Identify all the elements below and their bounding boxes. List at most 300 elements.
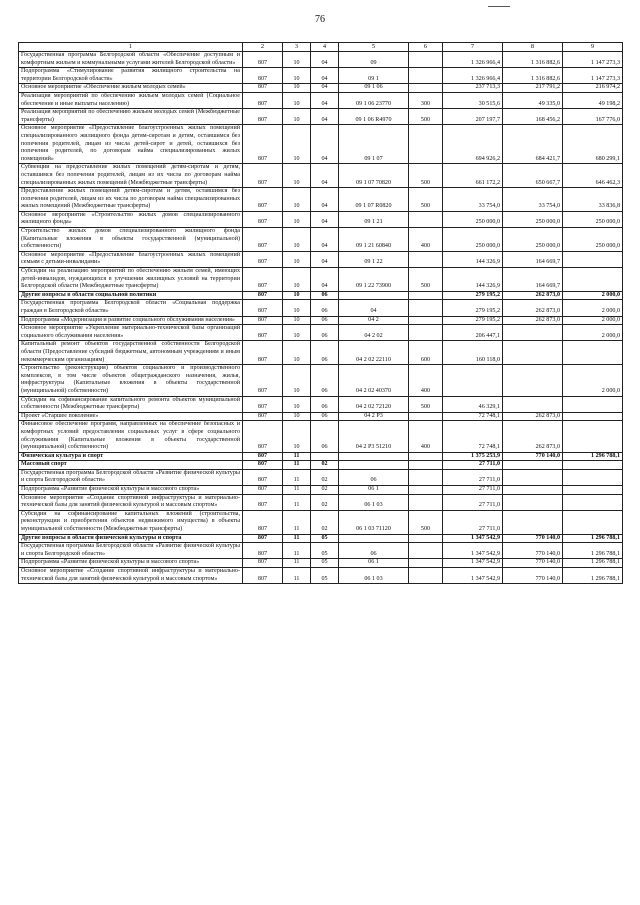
table-row: [19, 291, 623, 300]
row-amount-year3: 2 000,0: [563, 365, 623, 396]
row-expense-type: [409, 251, 443, 267]
row-amount-year1: 694 926,2: [443, 125, 503, 164]
row-ministry-code: 807: [243, 228, 283, 252]
row-section-code: 11: [283, 534, 311, 543]
row-subsection-code: [311, 452, 339, 461]
row-amount-year2: 49 335,0: [503, 92, 563, 108]
row-amount-year3: 1 296 788,1: [563, 534, 623, 543]
row-ministry-code: 807: [243, 510, 283, 534]
row-expense-type: [409, 316, 443, 325]
row-expense-type: [409, 534, 443, 543]
row-name-cell: Строительство (реконструкция) объектов социального и производственного комплексов, в том числе объектов общегражданского назначения, жилья, инфраструктуры (Капитальные вложения в объекты государственной (муниципальной) собственности): [19, 365, 243, 396]
row-amount-year1: 27 711,0: [443, 486, 503, 495]
column-header: 6: [409, 43, 443, 52]
row-ministry-code: 807: [243, 543, 283, 559]
row-amount-year1: 1 347 542,9: [443, 559, 503, 568]
row-amount-year3: 1 296 788,1: [563, 543, 623, 559]
row-expense-type: [409, 486, 443, 495]
row-target-article: 04 2 02: [339, 325, 409, 341]
row-subsection-code: 06: [311, 396, 339, 412]
row-name-cell: Проект «Старшее поколение»: [19, 412, 243, 421]
row-expense-type: [409, 325, 443, 341]
row-amount-year3: [563, 461, 623, 470]
row-amount-year3: [563, 494, 623, 510]
row-section-code: 10: [283, 68, 311, 84]
row-section-code: 11: [283, 494, 311, 510]
row-target-article: 09 1 06 R4970: [339, 109, 409, 125]
row-subsection-code: 04: [311, 164, 339, 188]
row-name-cell: Массовый спорт: [19, 461, 243, 470]
row-name-cell: Субсидии на софинансирование капитальных вложений (строительства, реконструкции и приобретения объектов недвижимого имущества) в объекты муниципальной собственности (Межбюджетные трансферты): [19, 510, 243, 534]
row-name-cell: Государственная программа Белгородской области «Развитие физической культуры и спорта Белгородской области»: [19, 469, 243, 485]
row-subsection-code: 06: [311, 291, 339, 300]
column-header: 1: [19, 43, 243, 52]
row-target-article: 04 2 P3: [339, 412, 409, 421]
row-ministry-code: 807: [243, 365, 283, 396]
table-row: [19, 534, 623, 543]
row-amount-year2: [503, 325, 563, 341]
row-target-article: 09 1 22: [339, 251, 409, 267]
row-subsection-code: 04: [311, 92, 339, 108]
row-amount-year2: [503, 469, 563, 485]
row-section-code: 10: [283, 412, 311, 421]
row-subsection-code: 06: [311, 300, 339, 316]
row-section-code: 11: [283, 559, 311, 568]
row-subsection-code: 06: [311, 365, 339, 396]
row-expense-type: 400: [409, 421, 443, 452]
row-section-code: 10: [283, 188, 311, 212]
table-row: [19, 268, 623, 292]
row-amount-year2: 217 791,2: [503, 84, 563, 93]
row-amount-year2: 164 669,7: [503, 268, 563, 292]
row-ministry-code: 807: [243, 421, 283, 452]
row-amount-year1: 30 515,6: [443, 92, 503, 108]
row-amount-year2: 684 421,7: [503, 125, 563, 164]
row-subsection-code: 04: [311, 109, 339, 125]
row-expense-type: [409, 68, 443, 84]
row-amount-year1: 1 347 542,9: [443, 534, 503, 543]
row-subsection-code: 04: [311, 228, 339, 252]
row-section-code: 10: [283, 421, 311, 452]
row-section-code: 10: [283, 125, 311, 164]
row-section-code: 10: [283, 365, 311, 396]
table-row: [19, 316, 623, 325]
row-target-article: [339, 534, 409, 543]
row-target-article: 06: [339, 469, 409, 485]
row-subsection-code: 04: [311, 251, 339, 267]
row-target-article: 04 2: [339, 316, 409, 325]
row-amount-year2: [503, 396, 563, 412]
column-header: 8: [503, 43, 563, 52]
row-amount-year1: [443, 365, 503, 396]
row-expense-type: [409, 494, 443, 510]
row-amount-year1: 250 000,0: [443, 228, 503, 252]
row-ministry-code: 807: [243, 164, 283, 188]
row-section-code: 11: [283, 486, 311, 495]
row-amount-year3: [563, 421, 623, 452]
row-ministry-code: 807: [243, 494, 283, 510]
row-name-cell: Государственная программа Белгородской области «Обеспечение доступным и комфортным жильем и коммунальными услугами жителей Белгородской области»: [19, 52, 243, 68]
table-row: [19, 412, 623, 421]
row-amount-year3: 33 836,8: [563, 188, 623, 212]
row-section-code: 10: [283, 211, 311, 227]
table-row: [19, 109, 623, 125]
row-section-code: 10: [283, 300, 311, 316]
row-section-code: 11: [283, 469, 311, 485]
row-amount-year3: [563, 341, 623, 365]
row-amount-year1: 27 711,0: [443, 469, 503, 485]
row-amount-year2: 770 140,0: [503, 559, 563, 568]
row-expense-type: 500: [409, 396, 443, 412]
row-expense-type: 500: [409, 164, 443, 188]
row-section-code: 11: [283, 543, 311, 559]
row-amount-year2: 168 456,2: [503, 109, 563, 125]
row-amount-year2: 262 873,0: [503, 421, 563, 452]
row-amount-year2: [503, 341, 563, 365]
row-target-article: 06 1 03: [339, 568, 409, 584]
row-amount-year2: 164 669,7: [503, 251, 563, 267]
row-expense-type: 500: [409, 109, 443, 125]
row-amount-year3: [563, 396, 623, 412]
row-amount-year1: 207 197,7: [443, 109, 503, 125]
row-name-cell: Основное мероприятие «Обеспечение жильем молодых семей»: [19, 84, 243, 93]
row-subsection-code: 05: [311, 543, 339, 559]
row-name-cell: Подпрограмма «Развитие физической культуры и массового спорта»: [19, 559, 243, 568]
row-subsection-code: 06: [311, 325, 339, 341]
table-row: [19, 486, 623, 495]
row-section-code: 10: [283, 291, 311, 300]
row-name-cell: Капитальный ремонт объектов государственной собственности Белгородской области (Предоставление субсидий бюджетным, автономным учреждениям и иным некоммерческим организациям): [19, 341, 243, 365]
row-subsection-code: 05: [311, 534, 339, 543]
table-row: [19, 325, 623, 341]
table-row: [19, 68, 623, 84]
row-amount-year2: 33 754,0: [503, 188, 563, 212]
row-name-cell: Финансовое обеспечение программ, направленных на обеспечение безопасных и комфортных условий предоставления социальных услуг в сфере социального обслуживания (Капитальные вложения в объекты государственной (муниципальной) собственности): [19, 421, 243, 452]
row-section-code: 10: [283, 316, 311, 325]
row-amount-year1: 279 195,2: [443, 291, 503, 300]
row-name-cell: Основное мероприятие «Создание спортивной инфраструктуры и материально-технической базы для занятий физической культурой и массовым спортом»: [19, 494, 243, 510]
row-section-code: 10: [283, 92, 311, 108]
row-expense-type: [409, 469, 443, 485]
row-expense-type: [409, 291, 443, 300]
row-ministry-code: 807: [243, 341, 283, 365]
row-name-cell: Государственная программа Белгородской области «Развитие физической культуры и спорта Белгородской области»: [19, 543, 243, 559]
row-section-code: 11: [283, 461, 311, 470]
row-expense-type: [409, 211, 443, 227]
row-expense-type: 300: [409, 92, 443, 108]
table-row: [19, 421, 623, 452]
row-ministry-code: 807: [243, 568, 283, 584]
row-ministry-code: 807: [243, 125, 283, 164]
row-amount-year2: 1 316 882,6: [503, 52, 563, 68]
row-subsection-code: 06: [311, 341, 339, 365]
row-name-cell: Реализация мероприятий по обеспечению жильем молодых семей (Межбюджетные трансферты): [19, 109, 243, 125]
row-target-article: 06 1 03: [339, 494, 409, 510]
row-expense-type: [409, 568, 443, 584]
row-expense-type: [409, 543, 443, 559]
row-amount-year3: 1 147 273,3: [563, 68, 623, 84]
row-expense-type: 400: [409, 228, 443, 252]
row-ministry-code: 807: [243, 251, 283, 267]
table-row: [19, 341, 623, 365]
row-amount-year3: 1 296 788,1: [563, 559, 623, 568]
row-target-article: 04 2 02 72120: [339, 396, 409, 412]
page-number: 76: [315, 14, 325, 25]
row-amount-year3: [563, 268, 623, 292]
row-amount-year3: 1 296 788,1: [563, 568, 623, 584]
row-target-article: 06: [339, 543, 409, 559]
row-amount-year1: 279 195,2: [443, 316, 503, 325]
table-row: [19, 559, 623, 568]
row-name-cell: Основное мероприятие «Предоставление благоустроенных жилых помещений семьям с детьми-инвалидами»: [19, 251, 243, 267]
row-target-article: 09 1 06 23770: [339, 92, 409, 108]
row-amount-year3: 1 147 273,3: [563, 52, 623, 68]
row-subsection-code: 02: [311, 494, 339, 510]
row-amount-year1: 33 754,0: [443, 188, 503, 212]
table-row: [19, 568, 623, 584]
top-dash-mark: [488, 6, 510, 7]
row-expense-type: 600: [409, 341, 443, 365]
row-amount-year2: [503, 365, 563, 396]
table-row: [19, 461, 623, 470]
table-body: [19, 52, 623, 584]
table-row: [19, 84, 623, 93]
table-row: [19, 365, 623, 396]
row-subsection-code: 04: [311, 84, 339, 93]
row-ministry-code: 807: [243, 559, 283, 568]
row-name-cell: Государственная программа Белгородской области «Социальная поддержка граждан в Белгородской области»: [19, 300, 243, 316]
row-name-cell: Основное мероприятие «Создание спортивной инфраструктуры и материально-технической базы для занятий физической культурой и массовым спортом»: [19, 568, 243, 584]
row-amount-year3: [563, 251, 623, 267]
row-amount-year2: 770 140,0: [503, 543, 563, 559]
table-row: [19, 251, 623, 267]
row-target-article: 09 1 07: [339, 125, 409, 164]
row-ministry-code: 807: [243, 452, 283, 461]
row-target-article: 09 1 06: [339, 84, 409, 93]
row-ministry-code: 807: [243, 84, 283, 93]
row-ministry-code: 807: [243, 268, 283, 292]
row-subsection-code: 02: [311, 486, 339, 495]
row-amount-year2: 262 873,0: [503, 291, 563, 300]
row-expense-type: [409, 412, 443, 421]
row-subsection-code: 06: [311, 421, 339, 452]
row-amount-year3: [563, 510, 623, 534]
row-amount-year2: 770 140,0: [503, 534, 563, 543]
row-amount-year2: 650 667,7: [503, 164, 563, 188]
row-amount-year1: 46 329,1: [443, 396, 503, 412]
row-amount-year2: 1 316 882,6: [503, 68, 563, 84]
row-amount-year3: 250 000,0: [563, 228, 623, 252]
row-subsection-code: 06: [311, 412, 339, 421]
row-amount-year1: 72 748,1: [443, 412, 503, 421]
row-subsection-code: 02: [311, 469, 339, 485]
row-section-code: 10: [283, 164, 311, 188]
column-header: 9: [563, 43, 623, 52]
row-name-cell: Физическая культура и спорт: [19, 452, 243, 461]
table-row: [19, 452, 623, 461]
row-target-article: 09 1 07 70820: [339, 164, 409, 188]
row-amount-year3: 2 000,0: [563, 300, 623, 316]
row-amount-year2: 262 873,0: [503, 316, 563, 325]
row-target-article: [339, 452, 409, 461]
row-amount-year1: 1 347 542,9: [443, 568, 503, 584]
row-subsection-code: 06: [311, 316, 339, 325]
row-expense-type: [409, 125, 443, 164]
row-amount-year3: 250 000,0: [563, 211, 623, 227]
row-amount-year2: [503, 486, 563, 495]
row-name-cell: Основное мероприятие «Строительство жилых домов специализированного жилищного фонда»: [19, 211, 243, 227]
row-name-cell: Другие вопросы в области физической культуры и спорта: [19, 534, 243, 543]
column-header: 3: [283, 43, 311, 52]
row-amount-year3: 216 974,2: [563, 84, 623, 93]
row-amount-year3: 2 000,0: [563, 325, 623, 341]
row-ministry-code: 807: [243, 291, 283, 300]
row-section-code: 10: [283, 325, 311, 341]
row-target-article: 04: [339, 300, 409, 316]
row-target-article: 09 1 07 R0820: [339, 188, 409, 212]
row-amount-year1: 1 347 542,9: [443, 543, 503, 559]
table-row: [19, 188, 623, 212]
row-name-cell: Подпрограмма «Развитие физической культуры и массового спорта»: [19, 486, 243, 495]
table-row: [19, 510, 623, 534]
row-expense-type: 500: [409, 510, 443, 534]
row-amount-year1: 661 172,2: [443, 164, 503, 188]
row-amount-year2: [503, 494, 563, 510]
row-target-article: [339, 461, 409, 470]
row-subsection-code: 04: [311, 125, 339, 164]
row-expense-type: 400: [409, 365, 443, 396]
row-amount-year1: 206 447,1: [443, 325, 503, 341]
row-amount-year3: [563, 469, 623, 485]
row-expense-type: [409, 559, 443, 568]
row-section-code: 10: [283, 268, 311, 292]
row-expense-type: [409, 300, 443, 316]
row-ministry-code: 807: [243, 52, 283, 68]
column-header: 7: [443, 43, 503, 52]
row-expense-type: 500: [409, 188, 443, 212]
row-section-code: 10: [283, 396, 311, 412]
table-row: [19, 164, 623, 188]
row-amount-year1: 144 326,9: [443, 251, 503, 267]
row-subsection-code: 05: [311, 568, 339, 584]
row-target-article: 06 1 03 71120: [339, 510, 409, 534]
row-subsection-code: 04: [311, 68, 339, 84]
row-section-code: 11: [283, 568, 311, 584]
row-amount-year1: 250 000,0: [443, 211, 503, 227]
table-row: [19, 469, 623, 485]
row-section-code: 10: [283, 228, 311, 252]
row-section-code: 10: [283, 52, 311, 68]
row-expense-type: [409, 84, 443, 93]
column-header: 2: [243, 43, 283, 52]
row-ministry-code: 807: [243, 396, 283, 412]
row-amount-year3: 646 462,3: [563, 164, 623, 188]
row-name-cell: Реализация мероприятий по обеспечению жильем молодых семей (Социальное обеспечение и иные выплаты населению): [19, 92, 243, 108]
row-target-article: 09 1: [339, 68, 409, 84]
row-amount-year3: 2 000,0: [563, 316, 623, 325]
row-ministry-code: 807: [243, 316, 283, 325]
row-name-cell: Субсидии на софинансирование капитального ремонта объектов муниципальной собственности (Межбюджетные трансферты): [19, 396, 243, 412]
row-subsection-code: 04: [311, 268, 339, 292]
row-amount-year2: 262 873,0: [503, 300, 563, 316]
row-amount-year2: 250 000,0: [503, 211, 563, 227]
table-row: [19, 396, 623, 412]
row-amount-year3: 167 776,0: [563, 109, 623, 125]
row-name-cell: Подпрограмма «Модернизация и развитие социального обслуживания населения»: [19, 316, 243, 325]
row-section-code: 10: [283, 251, 311, 267]
row-target-article: 09 1 21 60840: [339, 228, 409, 252]
row-target-article: 04 2 02 22110: [339, 341, 409, 365]
row-target-article: 09 1 21: [339, 211, 409, 227]
row-ministry-code: 807: [243, 92, 283, 108]
row-amount-year3: [563, 486, 623, 495]
row-amount-year3: 49 198,2: [563, 92, 623, 108]
row-ministry-code: 807: [243, 469, 283, 485]
row-amount-year1: 144 326,9: [443, 268, 503, 292]
row-ministry-code: 807: [243, 461, 283, 470]
row-name-cell: Субвенции на предоставление жилых помещений детям-сиротам и детям, оставшимся без попечения родителей, лицам из их числа по договорам найма специализированных жилых помещений (Межбюджетные трансферты): [19, 164, 243, 188]
row-ministry-code: 807: [243, 68, 283, 84]
row-amount-year1: 1 375 253,9: [443, 452, 503, 461]
table-row: [19, 211, 623, 227]
row-amount-year2: [503, 461, 563, 470]
table-row: [19, 125, 623, 164]
row-name-cell: Основное мероприятие «Укрепление материально-технической базы организаций социального обслуживания населения»: [19, 325, 243, 341]
column-header: 4: [311, 43, 339, 52]
row-name-cell: Основное мероприятие «Предоставление благоустроенных жилых помещений специализированного жилищного фонда детям-сиротам и детям, оставшимся без попечения родителей, лицам из числа детей-сирот и детей, оставшихся без попечения родителей, по договорам найма специализированных жилых помещений»: [19, 125, 243, 164]
row-amount-year2: 262 873,0: [503, 412, 563, 421]
row-target-article: 04 2 P3 51210: [339, 421, 409, 452]
row-target-article: 06 1: [339, 486, 409, 495]
row-ministry-code: 807: [243, 534, 283, 543]
row-section-code: 11: [283, 452, 311, 461]
row-section-code: 10: [283, 341, 311, 365]
row-amount-year1: 279 195,2: [443, 300, 503, 316]
row-section-code: 10: [283, 109, 311, 125]
row-ministry-code: 807: [243, 412, 283, 421]
row-name-cell: Строительство жилых домов специализированного жилищного фонда (Капитальные вложения в объекты государственной (муниципальной) собственности): [19, 228, 243, 252]
row-ministry-code: 807: [243, 325, 283, 341]
row-ministry-code: 807: [243, 211, 283, 227]
row-subsection-code: 05: [311, 559, 339, 568]
row-amount-year1: 72 748,1: [443, 421, 503, 452]
row-expense-type: [409, 52, 443, 68]
row-amount-year1: 1 326 966,4: [443, 52, 503, 68]
table-row: [19, 494, 623, 510]
row-subsection-code: 04: [311, 52, 339, 68]
row-ministry-code: 807: [243, 300, 283, 316]
row-amount-year1: 160 118,0: [443, 341, 503, 365]
table-row: [19, 300, 623, 316]
row-amount-year1: 237 713,3: [443, 84, 503, 93]
row-name-cell: Предоставление жилых помещений детям-сиротам и детям, оставшимся без попечения родителей, лицам из их числа по договорам найма специализированных жилых помещений (Межбюджетные трансферты): [19, 188, 243, 212]
row-name-cell: Субсидии на реализацию мероприятий по обеспечению жильем семей, имеющих детей-инвалидов, нуждающихся в улучшении жилищных условий на территории Белгородской области (Межбюджетные трансферты): [19, 268, 243, 292]
row-ministry-code: 807: [243, 486, 283, 495]
row-target-article: 04 2 02 40370: [339, 365, 409, 396]
row-ministry-code: 807: [243, 188, 283, 212]
row-expense-type: [409, 461, 443, 470]
row-amount-year2: 250 000,0: [503, 228, 563, 252]
row-target-article: [339, 291, 409, 300]
row-target-article: 09 1 22 73900: [339, 268, 409, 292]
row-target-article: 09: [339, 52, 409, 68]
row-amount-year1: 27 711,0: [443, 510, 503, 534]
row-subsection-code: 04: [311, 188, 339, 212]
row-expense-type: [409, 452, 443, 461]
table-header-row: [19, 43, 623, 52]
table-row: [19, 543, 623, 559]
row-section-code: 10: [283, 84, 311, 93]
